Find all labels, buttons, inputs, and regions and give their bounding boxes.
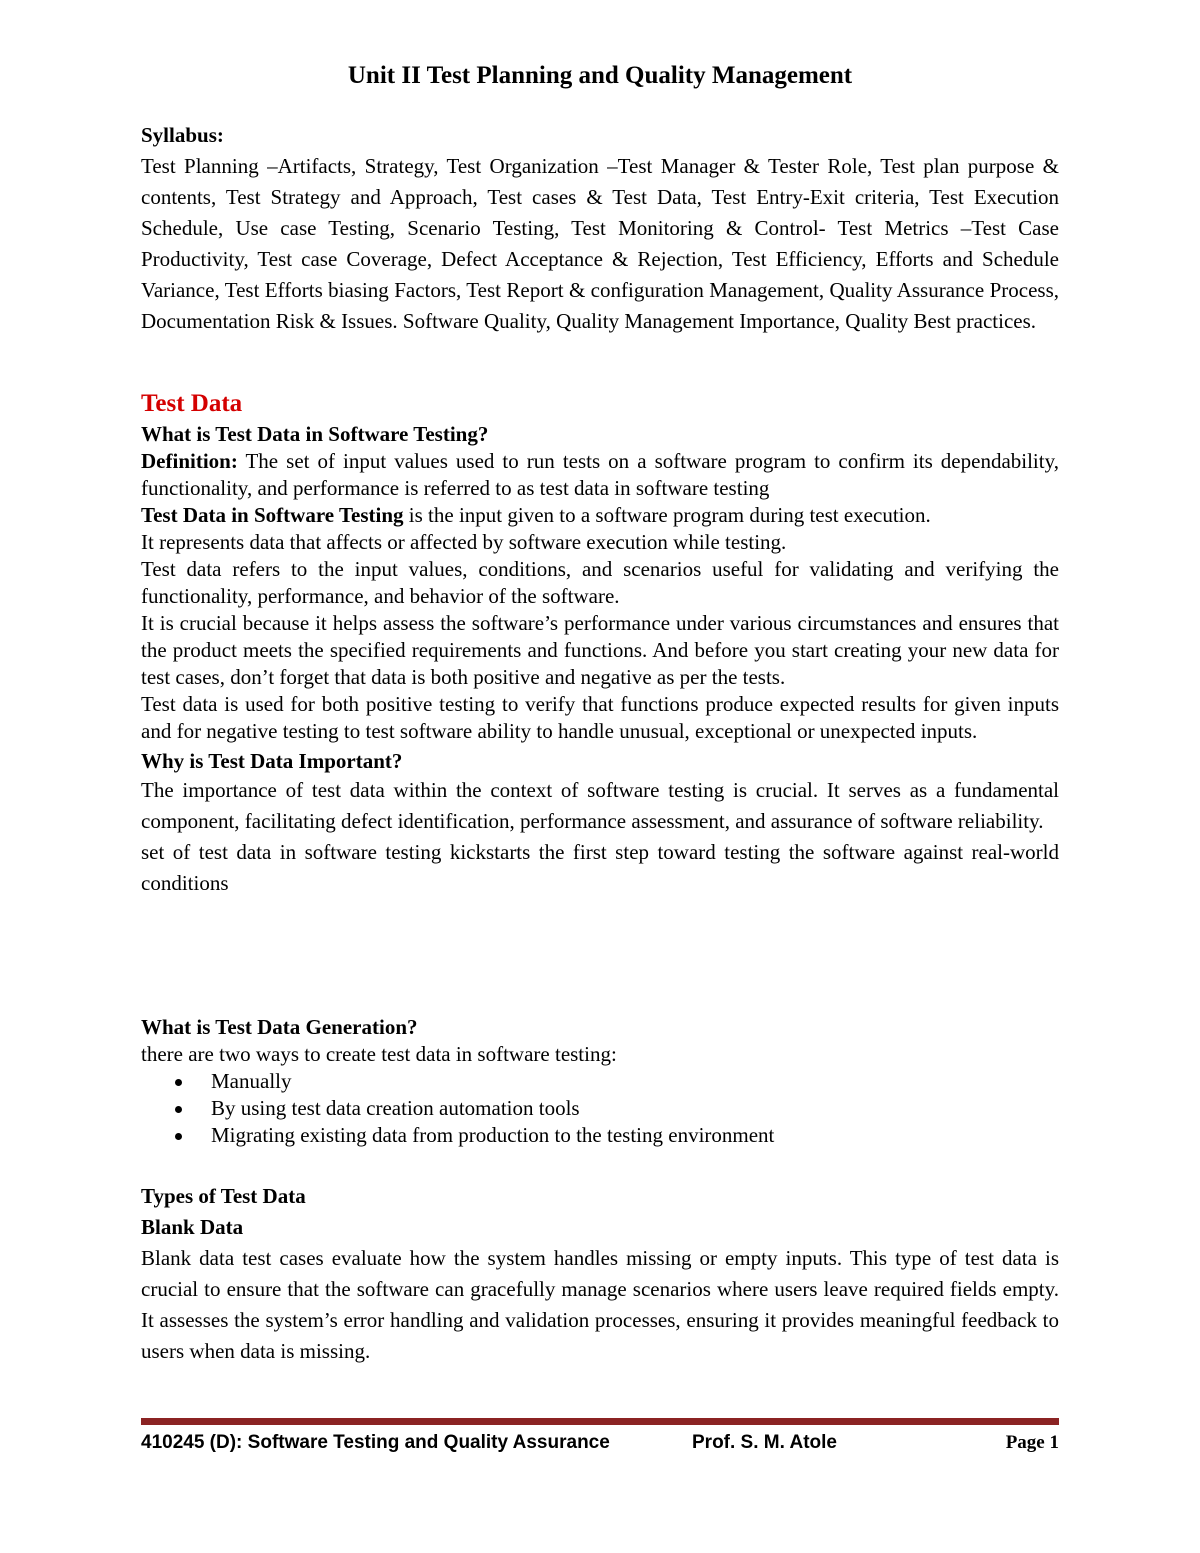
syllabus-section xyxy=(141,120,1059,337)
test-data-input-text: is the input given to a software program during test execution. xyxy=(403,503,931,527)
what-is-test-data-question: What is Test Data in Software Testing? xyxy=(141,422,489,446)
kickstarts-paragraph: set of test data in software testing kickstarts the first step toward testing the software against real-world conditions xyxy=(141,840,1059,895)
list-item: By using test data creation automation tools xyxy=(141,1095,1059,1122)
represents-paragraph: It represents data that affects or affected by software execution while testing. xyxy=(141,530,787,554)
generation-intro: there are two ways to create test data in software testing: xyxy=(141,1042,617,1066)
types-heading: Types of Test Data xyxy=(141,1184,306,1208)
types-section xyxy=(141,1181,1059,1367)
document-page xyxy=(141,0,1059,1553)
generation-question: What is Test Data Generation? xyxy=(141,1015,418,1039)
importance-paragraph: The importance of test data within the context of software testing is crucial. It serves as a fundamental component, facilitating defect identification, performance assessment, and assurance of software reliability. xyxy=(141,778,1059,833)
footer-course: 410245 (D): Software Testing and Quality Assurance xyxy=(141,1432,610,1453)
blank-data-paragraph: Blank data test cases evaluate how the system handles missing or empty inputs. This type of test data is crucial to ensure that the software can gracefully manage scenarios where users leave required fields empty. It assesses the system’s error handling and validation processes, ensuring it provides meaningful feedback to users when data is missing. xyxy=(141,1246,1059,1363)
test-data-bold-term: Test Data in Software Testing xyxy=(141,503,404,527)
test-data-heading: Test Data xyxy=(141,390,243,417)
definition-text: The set of input values used to run tests on a software program to confirm its dependability, functionality, and performance is referred to as test data in software testing xyxy=(141,449,1059,500)
test-data-input-paragraph xyxy=(141,502,1059,529)
definition-paragraph xyxy=(141,448,1059,502)
syllabus-label: Syllabus: xyxy=(141,123,224,147)
footer-divider xyxy=(141,1418,1059,1425)
page-footer xyxy=(141,1432,1059,1462)
refers-paragraph: Test data refers to the input values, conditions, and scenarios useful for validating and verifying the functionality, performance, and behavior of the software. xyxy=(141,557,1059,608)
test-data-section xyxy=(141,387,1059,899)
list-item: Migrating existing data from production to the testing environment xyxy=(141,1122,1059,1149)
generation-list xyxy=(141,1068,1059,1149)
syllabus-text: Test Planning –Artifacts, Strategy, Test Organization –Test Manager & Tester Role, Test plan purpose & contents, Test Strategy and Approach, Test cases & Test Data, Test Entry-Exit criteria, Test Execution Schedule, Use case Testing, Scenario Testing, Test Monitoring & Control- Test Metrics –Test Case Productivity, Test case Coverage, Defect Acceptance & Rejection, Test Efficiency, Efforts and Schedule Variance, Test Efforts biasing Factors, Test Report & configuration Management, Quality Assurance Process, Documentation Risk & Issues. Software Quality, Quality Management Importance, Quality Best practices. xyxy=(141,154,1059,333)
list-item: Manually xyxy=(141,1068,1059,1095)
definition-label: Definition: xyxy=(141,449,238,473)
crucial-paragraph: It is crucial because it helps assess the software’s performance under various circumstances and ensures that the product meets the specified requirements and functions. And before you start creating your new data for test cases, don’t forget that data is both positive and negative as per the tests. xyxy=(141,611,1059,689)
generation-section xyxy=(141,1014,1059,1149)
positive-negative-paragraph: Test data is used for both positive testing to verify that functions produce expected results for given inputs and for negative testing to test software ability to handle unusual, exceptional or unexpected inputs. xyxy=(141,692,1059,743)
footer-page-number: Page 1 xyxy=(1005,1432,1059,1453)
footer-author: Prof. S. M. Atole xyxy=(692,1432,837,1453)
document-title: Unit II Test Planning and Quality Management xyxy=(347,62,853,89)
blank-data-heading: Blank Data xyxy=(141,1215,244,1239)
why-important-question: Why is Test Data Important? xyxy=(141,749,403,773)
